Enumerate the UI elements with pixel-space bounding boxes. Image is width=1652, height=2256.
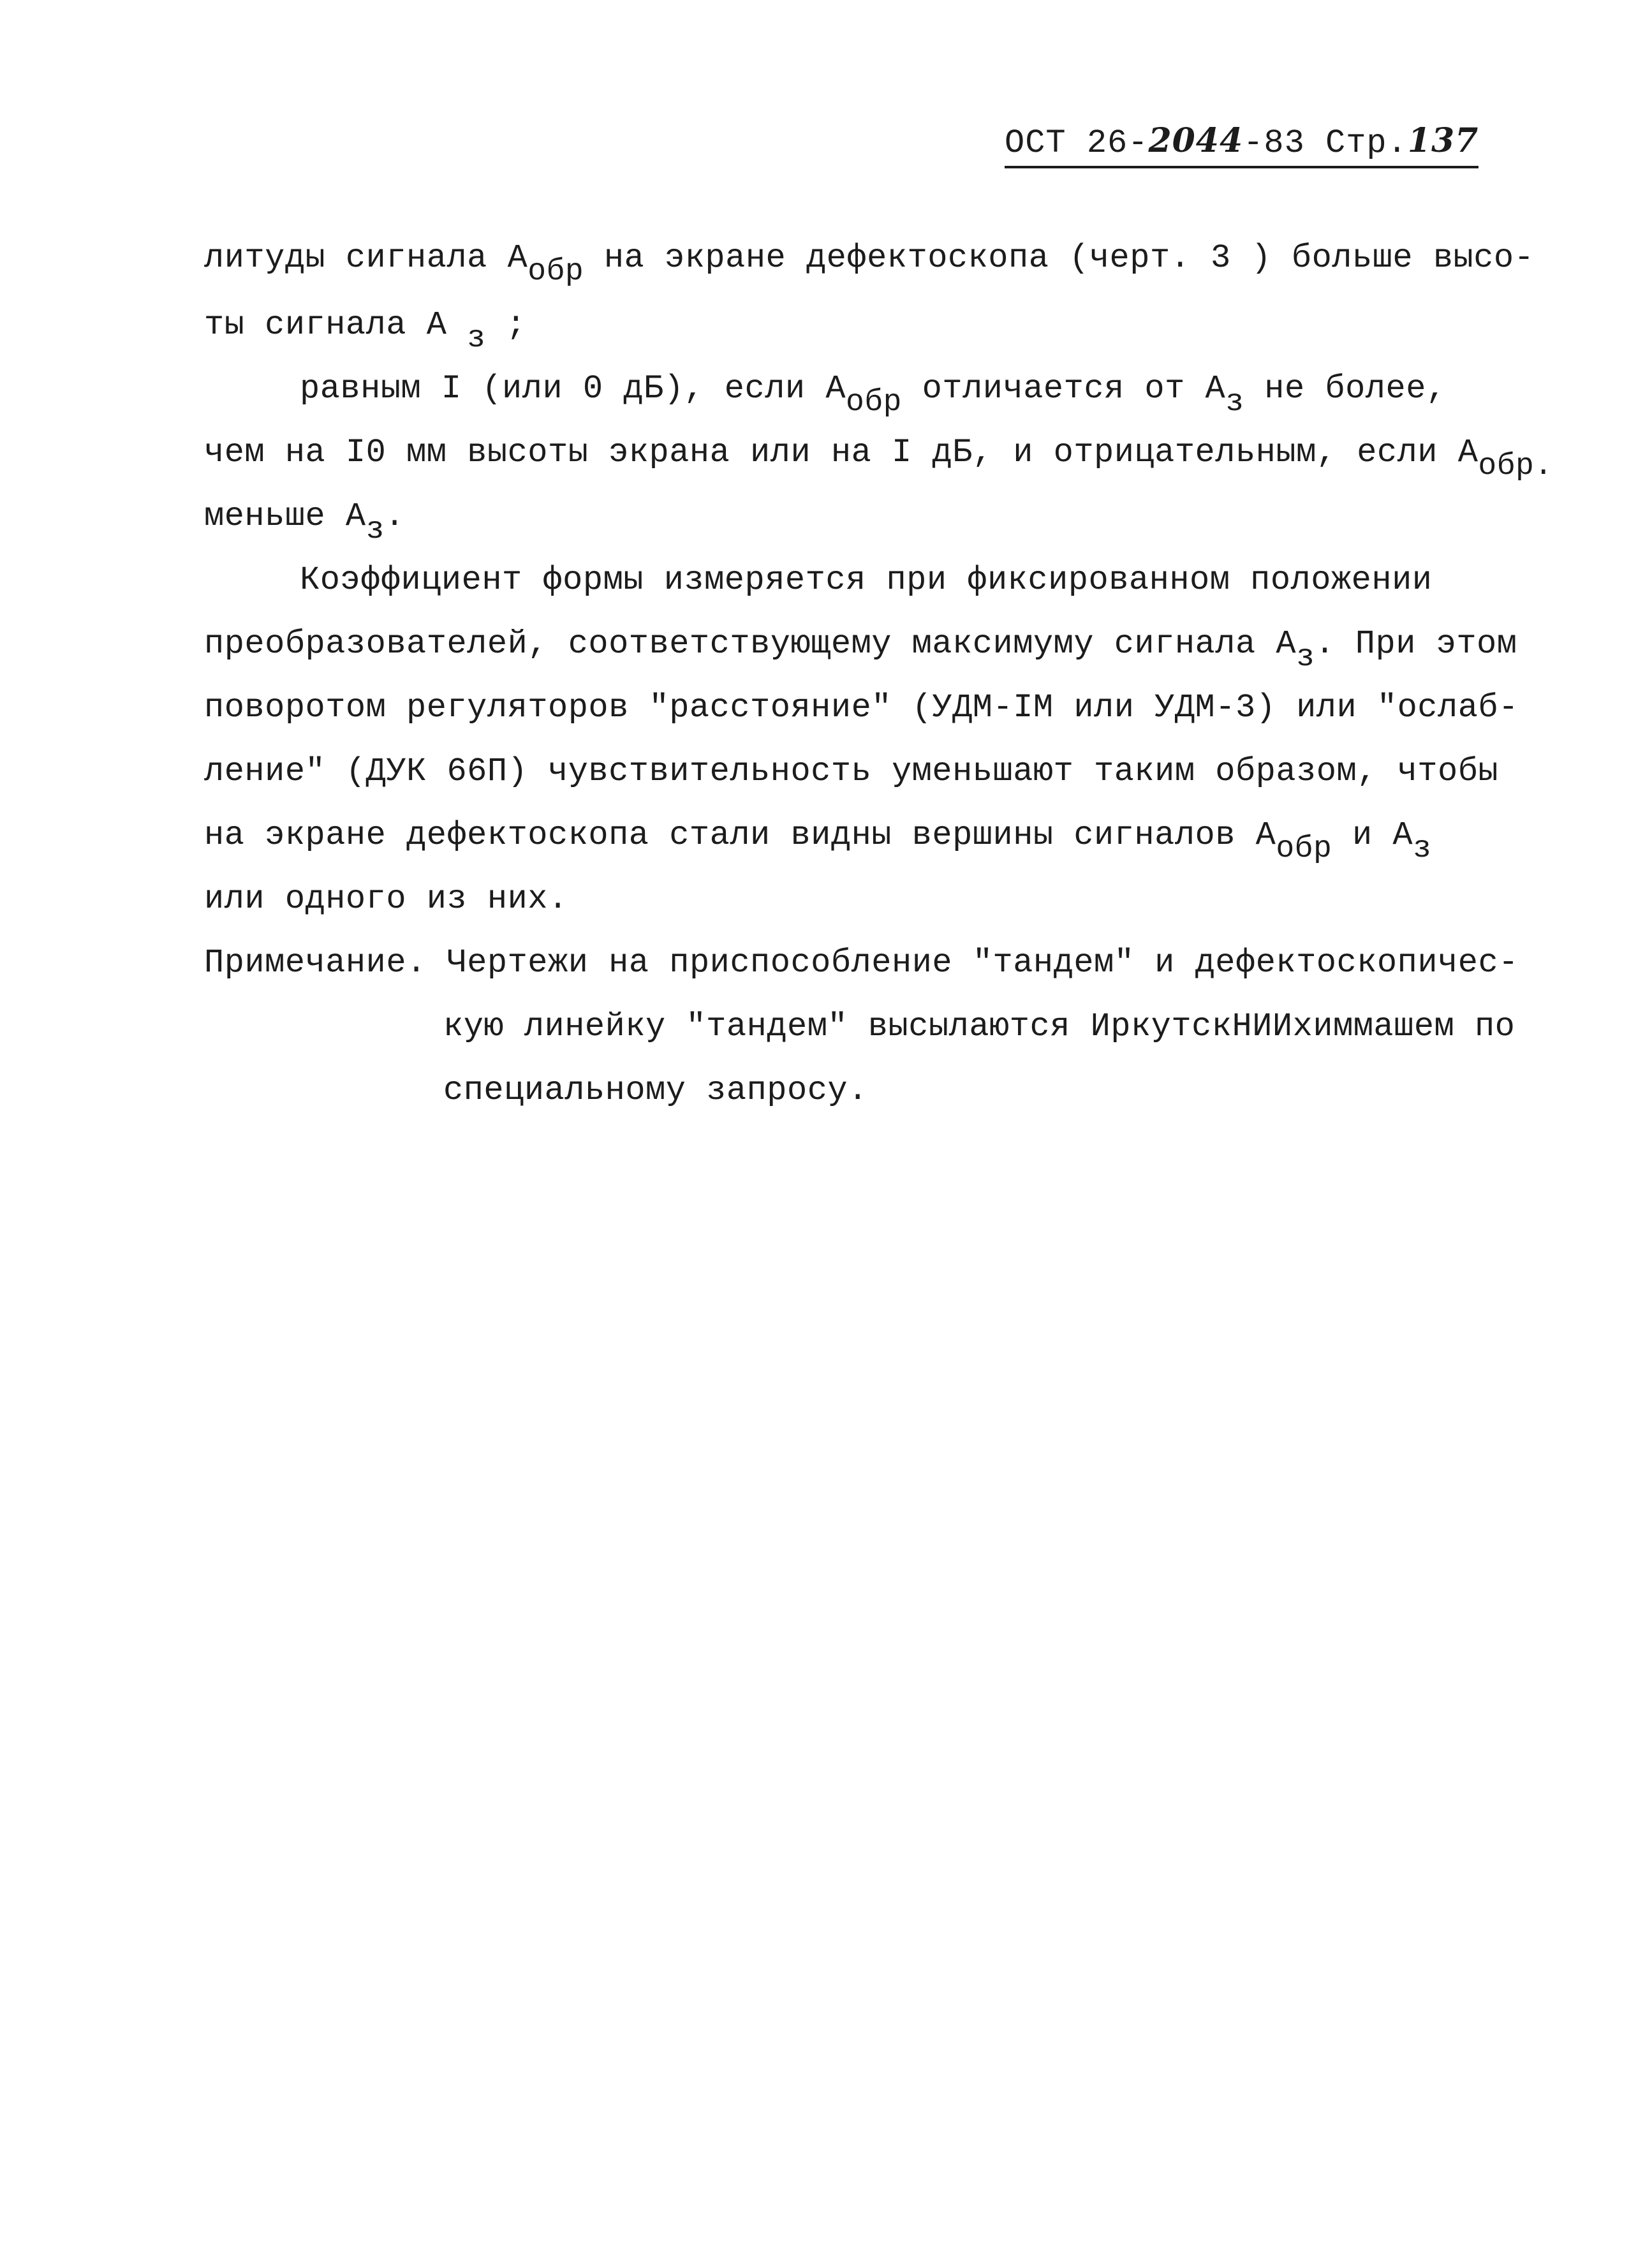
note-text-3: специальному запросу. bbox=[443, 1072, 868, 1109]
body-line-10: на экране дефектоскопа стали видны вершины сигналов $А_{обр}$ и $А_з$ bbox=[204, 816, 1432, 866]
note-text-1: Чертежи на приспособление "тандем" и дефектоскопичес- bbox=[446, 944, 1519, 982]
body-line-2: ты сигнала А $_з$ ; bbox=[204, 306, 526, 356]
document-header bbox=[1005, 121, 1479, 168]
header-suffix: -83 Стр. bbox=[1243, 124, 1408, 162]
body-line-6: Коэффициент формы измеряется при фиксированном положении bbox=[300, 561, 1433, 599]
note-label: Примечание. bbox=[204, 944, 427, 982]
body-line-8: поворотом регуляторов "расстояние" (УДМ-IМ или УДМ-3) или "ослаб- bbox=[204, 689, 1519, 726]
body-line-4: чем на I0 мм высоты экрана или на I дБ, и отрицательным, если $А_{обр.}$ bbox=[204, 434, 1553, 483]
header-standard-number: 2044 bbox=[1148, 121, 1244, 160]
body-line-7: преобразователей, соответствующему максимуму сигнала $А_з$. При этом bbox=[204, 625, 1517, 675]
header-page-number: 137 bbox=[1407, 121, 1479, 160]
note-text-2: кую линейку "тандем" высылаются ИркутскНИИхиммашем по bbox=[443, 1008, 1516, 1045]
body-line-3: равным I (или 0 дБ), если $А_{обр}$ отличается от $А_з$ не более, bbox=[300, 370, 1447, 420]
body-line-9: ление" (ДУК 66П) чувствительность уменьшают таким образом, чтобы bbox=[204, 753, 1499, 790]
note-first-line bbox=[204, 944, 1519, 982]
body-line-11: или одного из них. bbox=[204, 880, 568, 918]
body-line-5: меньше $А_з$. bbox=[204, 498, 405, 547]
note-third-line bbox=[443, 1072, 868, 1110]
header-prefix: ОСТ 26- bbox=[1005, 124, 1149, 162]
body-line-1: литуды сигнала $А_{обр}$ на экране дефектоскопа (черт. 3 ) больше высо- bbox=[204, 239, 1535, 289]
note-second-line bbox=[443, 1008, 1515, 1046]
